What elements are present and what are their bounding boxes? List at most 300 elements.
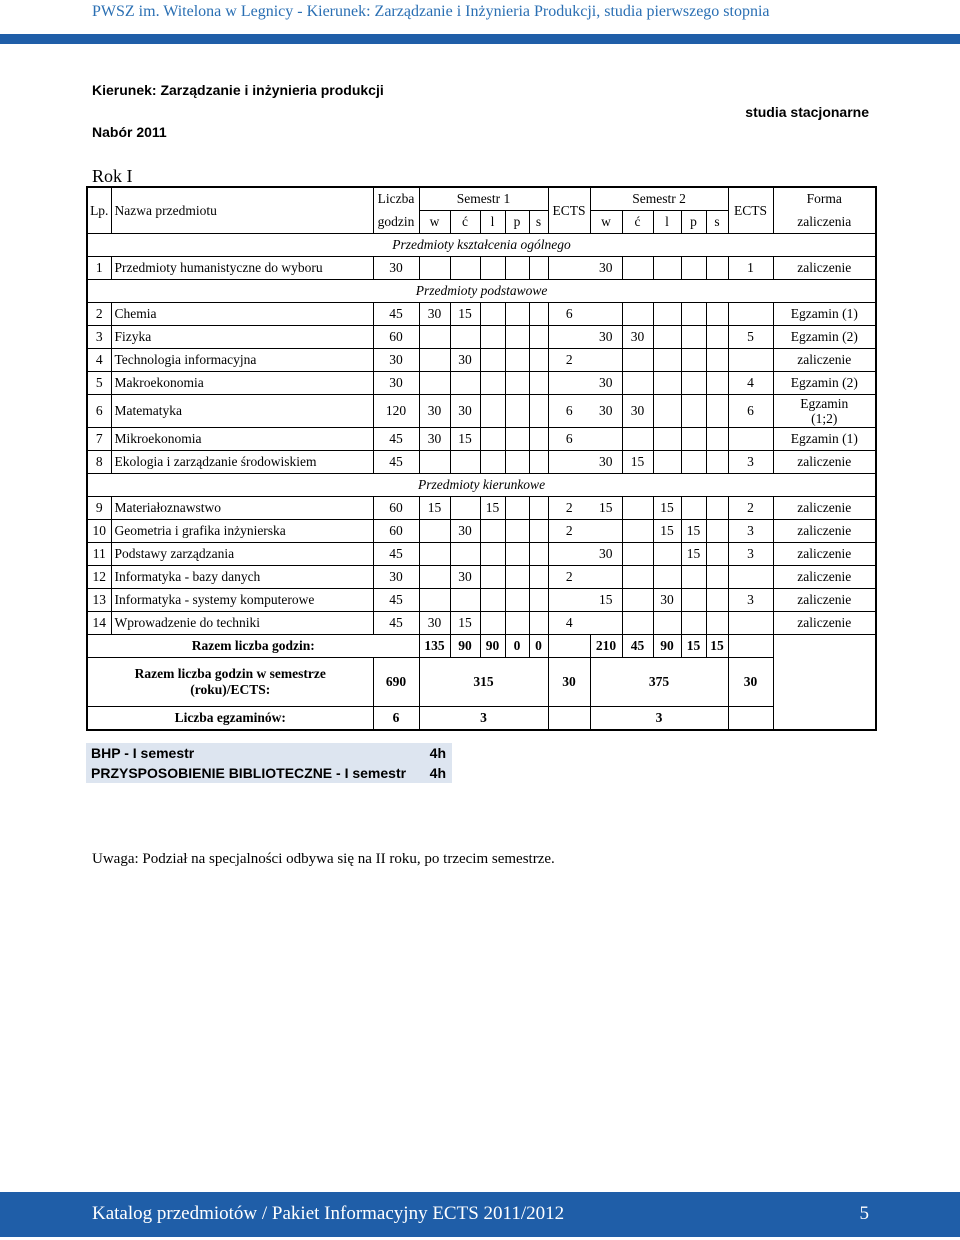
- section-row: [87, 280, 876, 303]
- row-s1-l: [480, 372, 505, 395]
- row-ects2: 3: [728, 543, 773, 566]
- row-ects2: [728, 612, 773, 635]
- row-s2-w: 15: [590, 589, 622, 612]
- row-s1-l: [480, 566, 505, 589]
- total-blank: [548, 635, 590, 658]
- year-hours: 690: [373, 658, 419, 707]
- row-forma: Egzamin (1;2): [773, 395, 876, 428]
- sem2-hours: 375: [590, 658, 728, 707]
- row-nazwa: Informatyka - systemy komputerowe: [111, 589, 373, 612]
- row-s2-s: [706, 589, 728, 612]
- row-s2-s: [706, 303, 728, 326]
- row-forma: zaliczenie: [773, 520, 876, 543]
- row-s2-c: [622, 543, 653, 566]
- nabor-label: Nabór 2011: [92, 124, 167, 140]
- row-s1-c: 30: [450, 566, 480, 589]
- row-ects1: [548, 451, 590, 474]
- col-forma: Forma: [773, 187, 876, 211]
- row-ects1: [548, 257, 590, 280]
- total-blank: [548, 707, 590, 731]
- row-s1-p: [505, 520, 529, 543]
- row-godzin: 30: [373, 372, 419, 395]
- row-s1-w: 30: [419, 428, 450, 451]
- row-s2-w: [590, 566, 622, 589]
- row-s2-s: [706, 326, 728, 349]
- row-s2-l: [653, 428, 681, 451]
- study-plan-table: [86, 186, 877, 731]
- row-ects2: 3: [728, 589, 773, 612]
- row-s1-s: [529, 612, 548, 635]
- header-bar: [0, 34, 960, 44]
- row-s2-c: [622, 303, 653, 326]
- row-s1-s: [529, 395, 548, 428]
- extra-course-label: PRZYSPOSOBIENIE BIBLIOTECZNE - I semestr: [91, 765, 407, 781]
- row-s2-c: [622, 372, 653, 395]
- row-s1-w: [419, 326, 450, 349]
- row-forma: zaliczenie: [773, 257, 876, 280]
- col-lp: Lp.: [87, 187, 111, 234]
- table-row: [87, 566, 876, 589]
- row-s2-l: [653, 303, 681, 326]
- row-ects1: 4: [548, 612, 590, 635]
- row-s2-c: [622, 257, 653, 280]
- total-cell: 135: [419, 635, 450, 658]
- row-ects1: 6: [548, 303, 590, 326]
- row-s1-s: [529, 520, 548, 543]
- row-forma: Egzamin (1): [773, 303, 876, 326]
- row-s2-c: [622, 589, 653, 612]
- row-s1-l: [480, 257, 505, 280]
- row-godzin: 30: [373, 349, 419, 372]
- row-lp: 14: [87, 612, 111, 635]
- row-s2-c: 15: [622, 451, 653, 474]
- row-s1-s: [529, 566, 548, 589]
- row-s1-p: [505, 349, 529, 372]
- row-forma: zaliczenie: [773, 543, 876, 566]
- row-godzin: 45: [373, 612, 419, 635]
- row-s1-w: 30: [419, 303, 450, 326]
- row-s2-l: [653, 372, 681, 395]
- row-s2-s: [706, 372, 728, 395]
- row-s2-c: 30: [622, 326, 653, 349]
- total-cell: 45: [622, 635, 653, 658]
- table-row: [87, 257, 876, 280]
- row-s2-w: [590, 520, 622, 543]
- row-godzin: 45: [373, 589, 419, 612]
- row-ects1: 2: [548, 349, 590, 372]
- row-nazwa: Materiałoznawstwo: [111, 497, 373, 520]
- total-cell: 90: [480, 635, 505, 658]
- row-s2-s: [706, 520, 728, 543]
- row-s2-p: [681, 612, 706, 635]
- row-ects2: 2: [728, 497, 773, 520]
- section-row: [87, 474, 876, 497]
- row-lp: 11: [87, 543, 111, 566]
- row-s1-l: [480, 326, 505, 349]
- row-s2-c: [622, 566, 653, 589]
- row-s1-c: 30: [450, 520, 480, 543]
- row-s2-p: 15: [681, 520, 706, 543]
- row-s1-l: [480, 303, 505, 326]
- row-ects2: [728, 566, 773, 589]
- col-l2: l: [653, 211, 681, 234]
- row-s1-c: [450, 589, 480, 612]
- row-s2-w: [590, 428, 622, 451]
- row-godzin: 60: [373, 326, 419, 349]
- row-s2-s: [706, 257, 728, 280]
- row-s2-s: [706, 497, 728, 520]
- row-s2-p: 15: [681, 543, 706, 566]
- col-liczba: Liczba: [373, 187, 419, 211]
- row-s2-c: [622, 428, 653, 451]
- row-s1-p: [505, 395, 529, 428]
- row-s2-w: 30: [590, 451, 622, 474]
- sem1-ects: 30: [548, 658, 590, 707]
- row-nazwa: Makroekonomia: [111, 372, 373, 395]
- total-cell: 15: [706, 635, 728, 658]
- row-s1-c: [450, 451, 480, 474]
- extra-courses-box: [86, 743, 452, 783]
- sem2-exams: 3: [590, 707, 728, 731]
- section-ogolne: Przedmioty kształcenia ogólnego: [87, 234, 876, 257]
- sem1-hours: 315: [419, 658, 548, 707]
- row-s2-w: 30: [590, 326, 622, 349]
- extra-course-label: BHP - I semestr: [91, 745, 195, 761]
- row-s2-p: [681, 589, 706, 612]
- section-row: [87, 234, 876, 257]
- study-mode-label: studia stacjonarne: [745, 104, 869, 120]
- row-s1-w: [419, 520, 450, 543]
- year-heading: Rok I: [92, 166, 133, 186]
- row-s1-p: [505, 372, 529, 395]
- row-godzin: 60: [373, 497, 419, 520]
- table-row: [87, 349, 876, 372]
- row-s2-p: [681, 372, 706, 395]
- row-lp: 2: [87, 303, 111, 326]
- row-s2-c: 30: [622, 395, 653, 428]
- row-s2-p: [681, 395, 706, 428]
- row-godzin: 45: [373, 543, 419, 566]
- col-s1: s: [529, 211, 548, 234]
- row-nazwa: Podstawy zarządzania: [111, 543, 373, 566]
- row-s1-c: 15: [450, 428, 480, 451]
- row-s1-w: [419, 451, 450, 474]
- row-ects1: [548, 589, 590, 612]
- row-s2-w: [590, 303, 622, 326]
- totals-exams-row: [87, 707, 876, 731]
- page-header: [0, 0, 960, 24]
- row-lp: 1: [87, 257, 111, 280]
- total-cell: 15: [681, 635, 706, 658]
- col-l1: l: [480, 211, 505, 234]
- total-blank: [728, 635, 773, 658]
- row-lp: 6: [87, 395, 111, 428]
- row-nazwa: Mikroekonomia: [111, 428, 373, 451]
- row-ects2: 3: [728, 520, 773, 543]
- row-godzin: 45: [373, 303, 419, 326]
- row-s1-w: 30: [419, 612, 450, 635]
- table-row: [87, 395, 876, 428]
- row-ects1: 2: [548, 520, 590, 543]
- row-ects1: 2: [548, 497, 590, 520]
- row-nazwa: Chemia: [111, 303, 373, 326]
- row-godzin: 120: [373, 395, 419, 428]
- total-blank: [773, 658, 876, 707]
- row-s2-p: [681, 451, 706, 474]
- row-s1-s: [529, 497, 548, 520]
- row-s2-p: [681, 428, 706, 451]
- row-s1-l: [480, 543, 505, 566]
- year-exams: 6: [373, 707, 419, 731]
- col-ects1: ECTS: [548, 187, 590, 234]
- row-s2-c: [622, 497, 653, 520]
- row-ects1: [548, 326, 590, 349]
- row-godzin: 45: [373, 428, 419, 451]
- header-title: PWSZ im. Witelona w Legnicy - Kierunek: Zarządzanie i Inżynieria Produkcji, studia pierwszego stopnia: [92, 3, 770, 20]
- row-forma: Egzamin (2): [773, 326, 876, 349]
- row-godzin: 60: [373, 520, 419, 543]
- row-s2-w: 30: [590, 372, 622, 395]
- row-lp: 7: [87, 428, 111, 451]
- footer-title: Katalog przedmiotów / Pakiet Informacyjny ECTS 2011/2012: [92, 1203, 565, 1224]
- row-s1-w: 15: [419, 497, 450, 520]
- col-sem2: Semestr 2: [590, 187, 728, 211]
- row-lp: 3: [87, 326, 111, 349]
- row-ects2: [728, 349, 773, 372]
- extra-course-row: [86, 763, 452, 783]
- extra-course-hours: 4h: [429, 765, 446, 781]
- section-podstawowe: Przedmioty podstawowe: [87, 280, 876, 303]
- row-ects2: 1: [728, 257, 773, 280]
- row-lp: 9: [87, 497, 111, 520]
- row-nazwa: Matematyka: [111, 395, 373, 428]
- row-s1-c: 30: [450, 395, 480, 428]
- row-forma: zaliczenie: [773, 451, 876, 474]
- total-blank: [773, 707, 876, 731]
- row-s2-s: [706, 349, 728, 372]
- totals-hours-label: Razem liczba godzin:: [87, 635, 419, 658]
- row-s1-w: [419, 589, 450, 612]
- section-kierunkowe: Przedmioty kierunkowe: [87, 474, 876, 497]
- row-s2-p: [681, 303, 706, 326]
- row-godzin: 45: [373, 451, 419, 474]
- row-ects2: 3: [728, 451, 773, 474]
- row-lp: 4: [87, 349, 111, 372]
- totals-semester-row: [87, 658, 876, 707]
- sem2-ects: 30: [728, 658, 773, 707]
- table-row: [87, 372, 876, 395]
- row-s1-p: [505, 589, 529, 612]
- row-godzin: 30: [373, 566, 419, 589]
- totals-semester-label: [87, 658, 373, 707]
- row-ects1: [548, 372, 590, 395]
- col-ects2: ECTS: [728, 187, 773, 234]
- table-row: [87, 497, 876, 520]
- row-lp: 12: [87, 566, 111, 589]
- total-cell: 0: [529, 635, 548, 658]
- col-sem1: Semestr 1: [419, 187, 548, 211]
- header-row-1: [87, 187, 876, 211]
- row-s1-s: [529, 543, 548, 566]
- row-s1-l: [480, 612, 505, 635]
- row-s1-s: [529, 451, 548, 474]
- col-w1: w: [419, 211, 450, 234]
- col-p2: p: [681, 211, 706, 234]
- note-text: Uwaga: Podział na specjalności odbywa się na II roku, po trzecim semestrze.: [92, 851, 555, 867]
- table-row: [87, 428, 876, 451]
- row-s1-w: [419, 543, 450, 566]
- total-cell: 210: [590, 635, 622, 658]
- row-godzin: 30: [373, 257, 419, 280]
- row-s1-l: 15: [480, 497, 505, 520]
- col-nazwa: Nazwa przedmiotu: [111, 187, 373, 234]
- row-s2-l: 30: [653, 589, 681, 612]
- row-s2-l: [653, 395, 681, 428]
- col-c1: ć: [450, 211, 480, 234]
- row-s2-l: [653, 349, 681, 372]
- row-s1-c: 30: [450, 349, 480, 372]
- row-forma: Egzamin (2): [773, 372, 876, 395]
- row-lp: 13: [87, 589, 111, 612]
- table-row: [87, 543, 876, 566]
- row-ects2: 6: [728, 395, 773, 428]
- totals-semester-label-line1: Razem liczba godzin w semestrze: [134, 666, 326, 681]
- row-forma: zaliczenie: [773, 566, 876, 589]
- row-s1-p: [505, 566, 529, 589]
- kierunek-label: Kierunek: Zarządzanie i inżynieria produkcji: [92, 82, 384, 98]
- total-cell: 90: [653, 635, 681, 658]
- row-ects2: 5: [728, 326, 773, 349]
- row-s2-p: [681, 497, 706, 520]
- row-s2-p: [681, 257, 706, 280]
- row-lp: 5: [87, 372, 111, 395]
- row-s2-s: [706, 543, 728, 566]
- row-s2-p: [681, 349, 706, 372]
- row-s2-s: [706, 395, 728, 428]
- row-s1-l: [480, 589, 505, 612]
- row-s2-s: [706, 612, 728, 635]
- page-number: 5: [859, 1203, 869, 1224]
- row-ects1: 6: [548, 428, 590, 451]
- row-s2-l: [653, 566, 681, 589]
- totals-semester-label-line2: (roku)/ECTS:: [190, 682, 271, 697]
- col-w2: w: [590, 211, 622, 234]
- row-ects1: 2: [548, 566, 590, 589]
- row-s1-c: [450, 497, 480, 520]
- table-row: [87, 520, 876, 543]
- row-forma: zaliczenie: [773, 589, 876, 612]
- page-footer: [0, 1192, 960, 1237]
- row-s1-s: [529, 326, 548, 349]
- row-ects1: 6: [548, 395, 590, 428]
- row-s2-w: [590, 612, 622, 635]
- row-s1-w: [419, 566, 450, 589]
- row-s1-w: [419, 372, 450, 395]
- row-s2-l: [653, 451, 681, 474]
- col-p1: p: [505, 211, 529, 234]
- col-s2: s: [706, 211, 728, 234]
- row-s2-l: 15: [653, 497, 681, 520]
- row-s1-p: [505, 451, 529, 474]
- row-lp: 10: [87, 520, 111, 543]
- table-row: [87, 303, 876, 326]
- row-s2-w: 30: [590, 257, 622, 280]
- table-row: [87, 451, 876, 474]
- total-blank: [773, 635, 876, 658]
- row-lp: 8: [87, 451, 111, 474]
- row-s1-c: [450, 326, 480, 349]
- totals-exams-label: Liczba egzaminów:: [87, 707, 373, 731]
- total-cell: 90: [450, 635, 480, 658]
- table-row: [87, 612, 876, 635]
- row-s1-l: [480, 349, 505, 372]
- row-forma: zaliczenie: [773, 497, 876, 520]
- row-s2-l: [653, 612, 681, 635]
- row-s2-l: [653, 326, 681, 349]
- row-s2-s: [706, 451, 728, 474]
- row-s1-w: [419, 257, 450, 280]
- totals-hours-row: [87, 635, 876, 658]
- sem1-exams: 3: [419, 707, 548, 731]
- row-s1-s: [529, 257, 548, 280]
- row-s1-p: [505, 543, 529, 566]
- row-s1-c: 15: [450, 612, 480, 635]
- row-s1-c: [450, 543, 480, 566]
- table-row: [87, 326, 876, 349]
- row-ects2: 4: [728, 372, 773, 395]
- row-s2-s: [706, 428, 728, 451]
- row-s2-c: [622, 612, 653, 635]
- row-ects1: [548, 543, 590, 566]
- row-s1-s: [529, 428, 548, 451]
- row-s2-c: [622, 520, 653, 543]
- row-nazwa: Przedmioty humanistyczne do wyboru: [111, 257, 373, 280]
- col-godzin: godzin: [373, 211, 419, 234]
- row-s2-p: [681, 326, 706, 349]
- total-cell: 0: [505, 635, 529, 658]
- row-nazwa: Wprowadzenie do techniki: [111, 612, 373, 635]
- row-s2-w: 15: [590, 497, 622, 520]
- row-s1-l: [480, 451, 505, 474]
- row-s1-c: 15: [450, 303, 480, 326]
- row-s1-w: [419, 349, 450, 372]
- extra-course-hours: 4h: [429, 745, 446, 761]
- row-s1-s: [529, 589, 548, 612]
- row-s2-w: 30: [590, 543, 622, 566]
- row-s1-p: [505, 612, 529, 635]
- row-ects2: [728, 428, 773, 451]
- row-forma: zaliczenie: [773, 349, 876, 372]
- row-s1-p: [505, 326, 529, 349]
- row-forma: Egzamin (1): [773, 428, 876, 451]
- row-s1-p: [505, 303, 529, 326]
- row-s1-c: [450, 372, 480, 395]
- row-s1-l: [480, 520, 505, 543]
- row-s1-p: [505, 497, 529, 520]
- row-s2-w: [590, 349, 622, 372]
- row-nazwa: Technologia informacyjna: [111, 349, 373, 372]
- row-s2-p: [681, 566, 706, 589]
- row-s1-w: 30: [419, 395, 450, 428]
- table-row: [87, 589, 876, 612]
- row-s2-l: [653, 257, 681, 280]
- row-s1-l: [480, 395, 505, 428]
- row-s2-l: [653, 543, 681, 566]
- row-s1-s: [529, 372, 548, 395]
- col-c2: ć: [622, 211, 653, 234]
- row-s2-s: [706, 566, 728, 589]
- row-s1-p: [505, 428, 529, 451]
